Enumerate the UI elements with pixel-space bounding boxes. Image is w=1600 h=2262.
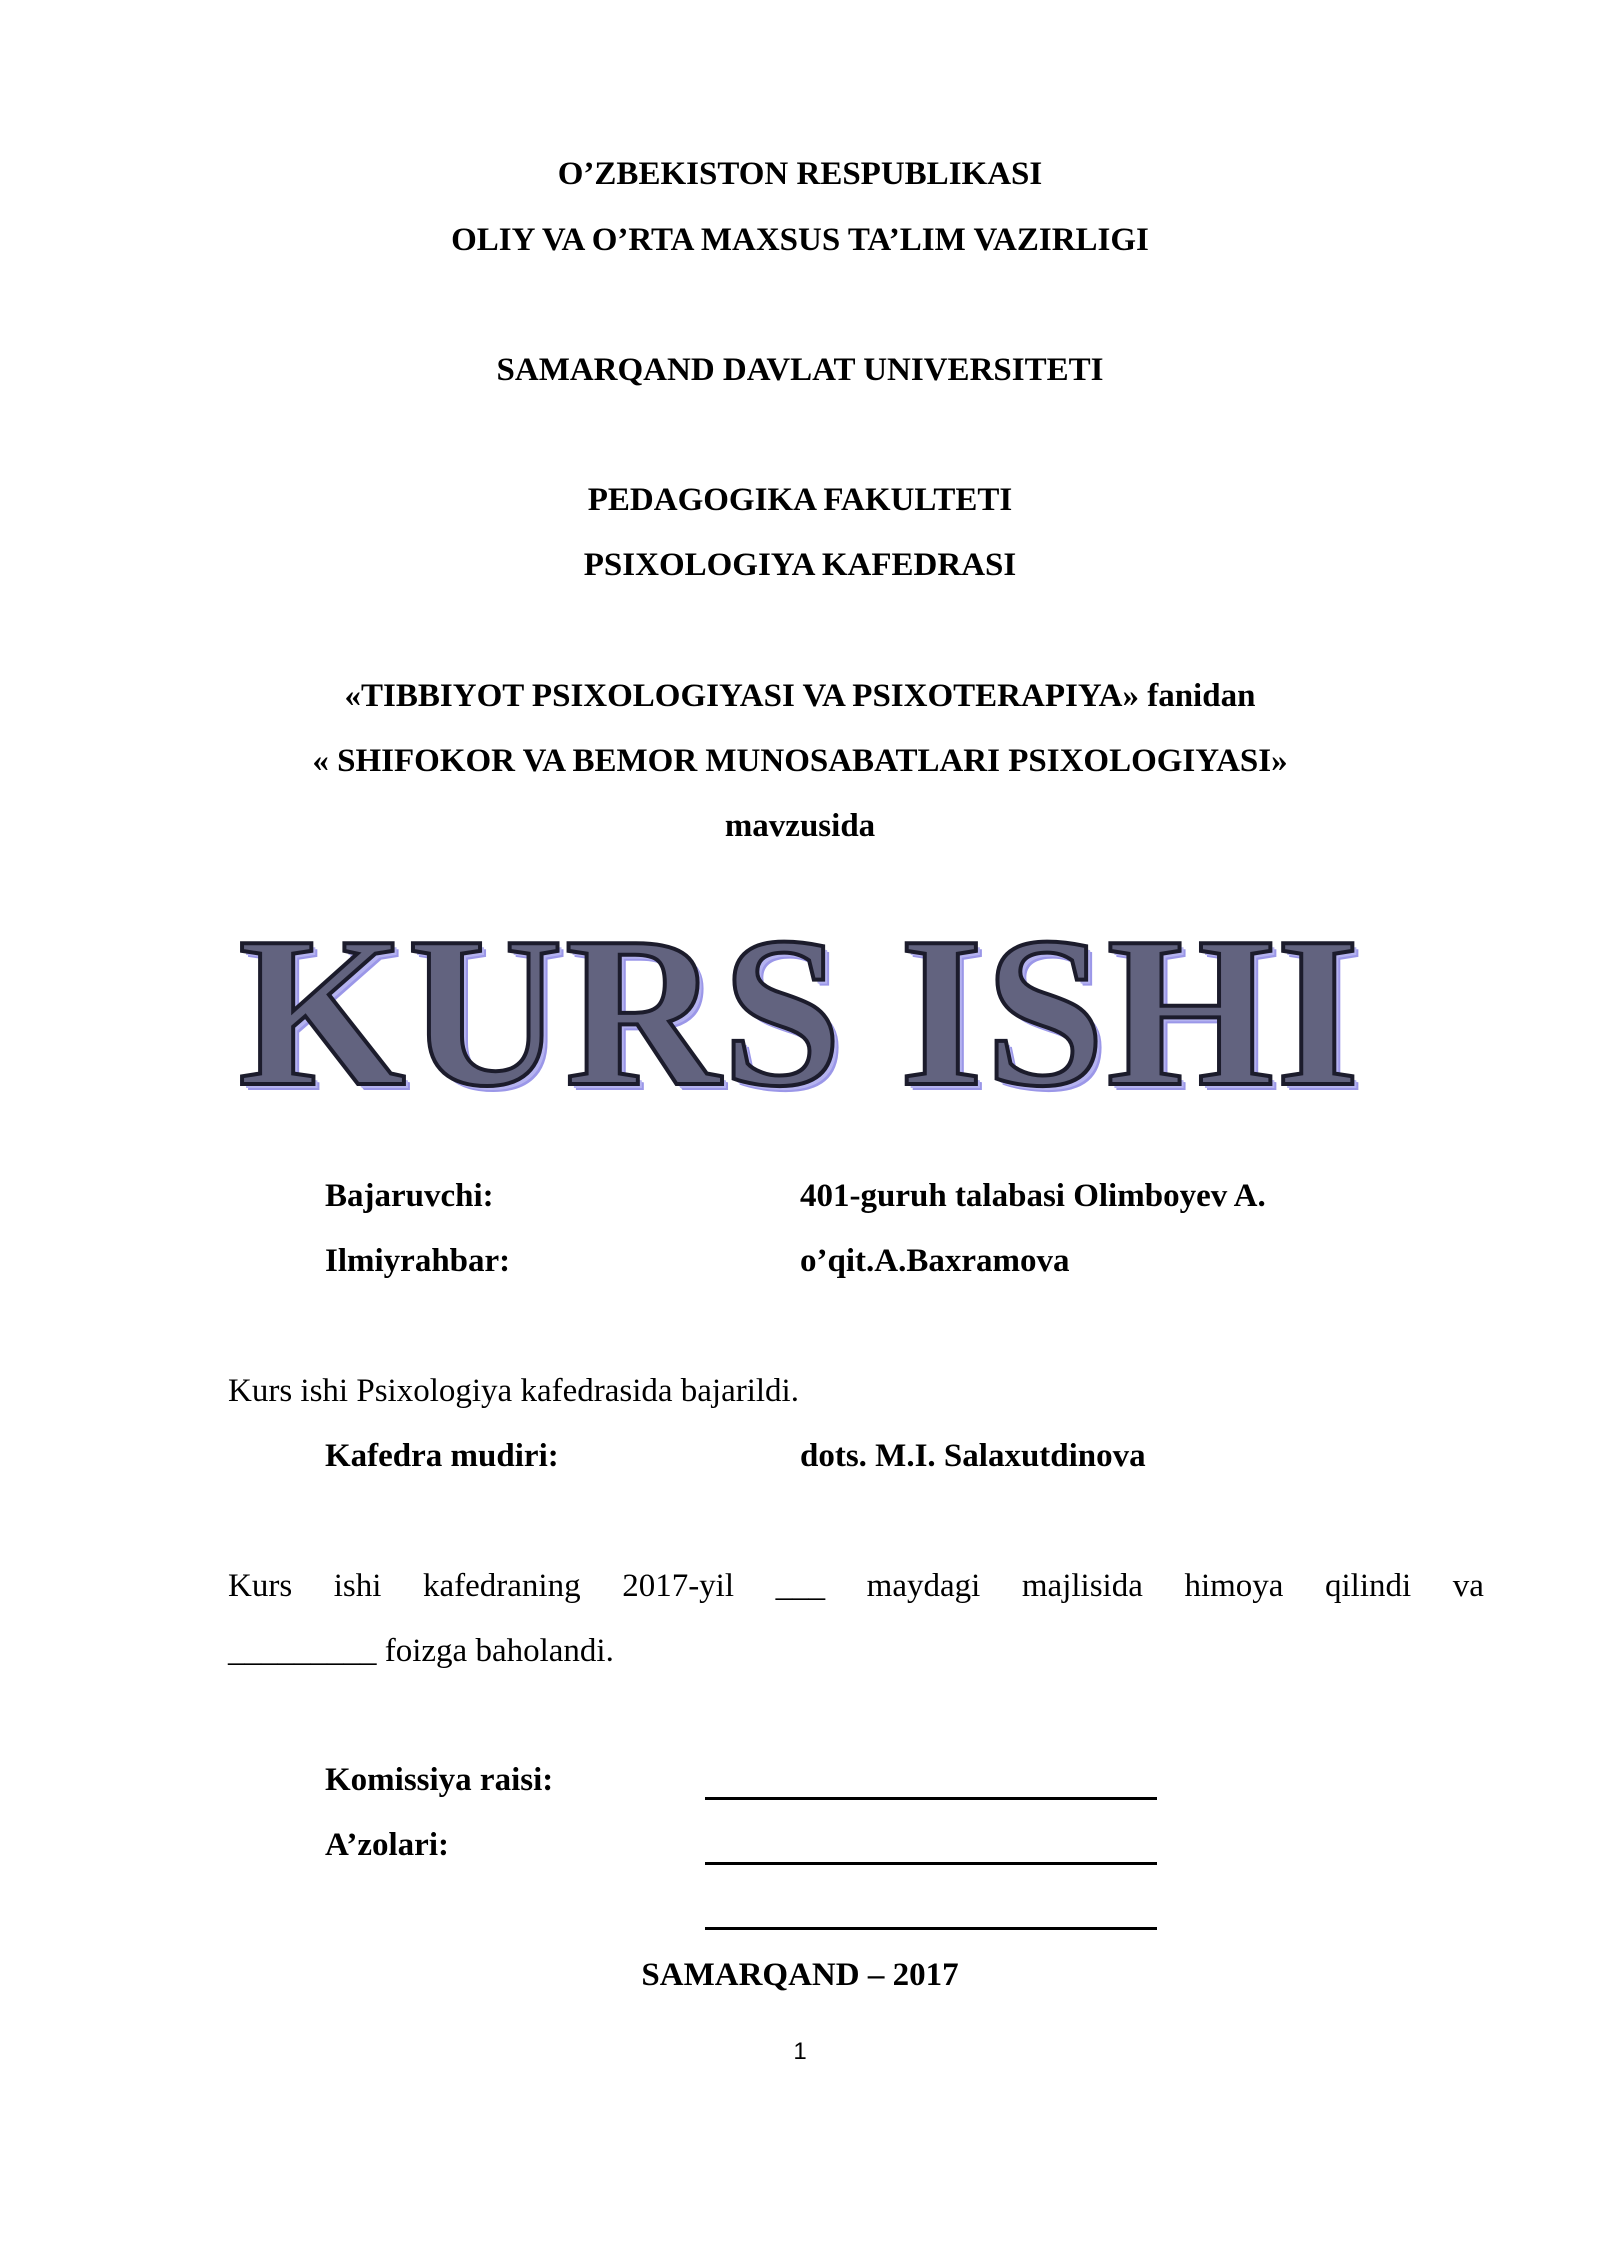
- defense-word: Kurs: [228, 1568, 293, 1604]
- subject-line-1: «TIBBIYOT PSIXOLOGIYASI VA PSIXOTERAPIYA» fanidan: [344, 678, 1256, 714]
- defense-line-1: [228, 1566, 1484, 1606]
- defense-word: va: [1452, 1568, 1484, 1604]
- completion-note: Kurs ishi Psixologiya kafedrasida bajarildi.: [228, 1373, 799, 1409]
- republic-heading: O’ZBEKISTON RESPUBLIKASI: [557, 156, 1043, 192]
- defense-word: himoya: [1184, 1568, 1284, 1604]
- university-heading: SAMARQAND DAVLAT UNIVERSITETI: [496, 352, 1104, 388]
- defense-word: ishi: [333, 1568, 382, 1604]
- head-label: Kafedra mudiri:: [325, 1438, 559, 1474]
- supervisor-label: Ilmiyrahbar:: [325, 1243, 511, 1279]
- ministry-heading: OLIY VA O’RTA MAXSUS TA’LIM VAZIRLIGI: [451, 222, 1149, 258]
- defense-word: maydagi: [866, 1568, 981, 1604]
- chair-signature-line: [705, 1797, 1157, 1800]
- faculty-heading: PEDAGOGIKA FAKULTETI: [587, 482, 1013, 518]
- defense-date-blank: ___: [775, 1568, 826, 1604]
- commission-chair-label: Komissiya raisi:: [325, 1762, 554, 1798]
- member-signature-line-2: [705, 1927, 1157, 1930]
- supervisor-value: o’qit.A.Baxramova: [800, 1243, 1070, 1279]
- city-year: SAMARQAND – 2017: [641, 1957, 959, 1993]
- defense-word: kafedraning: [423, 1568, 581, 1604]
- executor-value: 401-guruh talabasi Olimboyev A.: [800, 1178, 1266, 1214]
- defense-line-2: _________ foizga baholandi.: [228, 1633, 614, 1669]
- department-heading: PSIXOLOGIYA KAFEDRASI: [583, 547, 1017, 583]
- head-value: dots. M.I. Salaxutdinova: [800, 1438, 1146, 1474]
- defense-word: majlisida: [1021, 1568, 1143, 1604]
- subject-line-2: « SHIFOKOR VA BEMOR MUNOSABATLARI PSIXOLOGIYASI»: [312, 743, 1288, 779]
- member-signature-line-1: [705, 1862, 1157, 1865]
- defense-word: qilindi: [1325, 1568, 1412, 1604]
- commission-members-label: A’zolari:: [325, 1827, 449, 1863]
- document-title: KURS ISHI: [238, 892, 1362, 1131]
- defense-word: 2017-yil: [622, 1568, 735, 1604]
- page-number: 1: [793, 2038, 807, 2065]
- executor-label: Bajaruvchi:: [325, 1178, 494, 1214]
- subject-line-3: mavzusida: [724, 808, 876, 844]
